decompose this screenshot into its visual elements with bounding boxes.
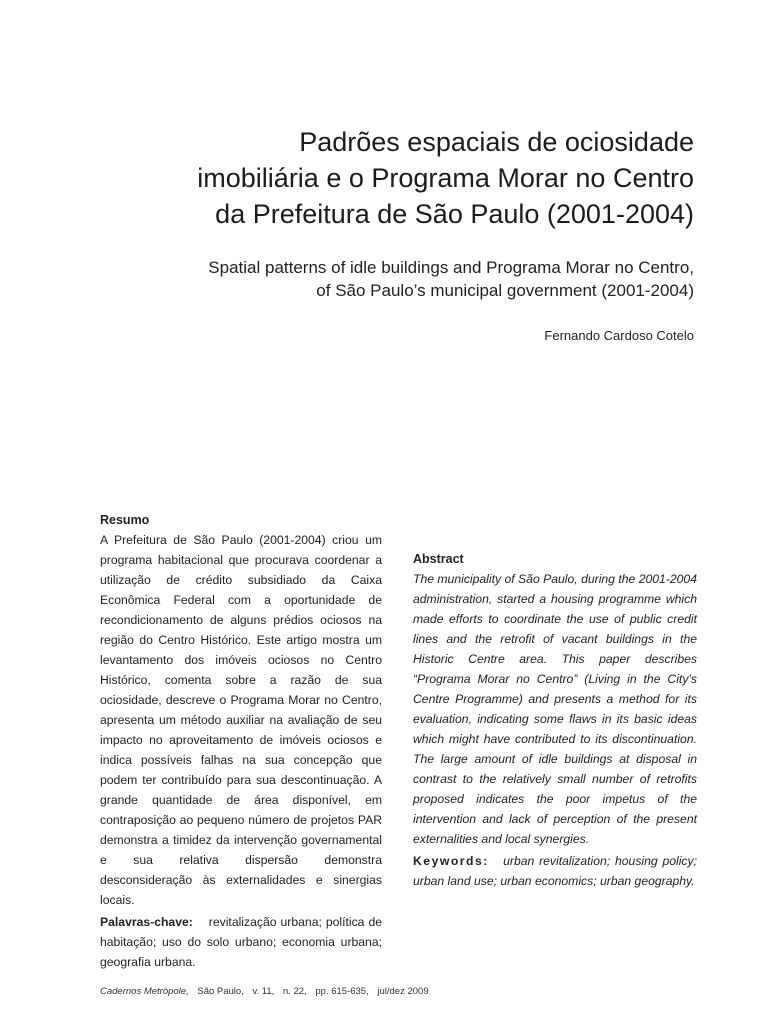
footer-city: São Paulo, (197, 986, 244, 997)
title-pt-line: da Prefeitura de São Paulo (2001-2004) (215, 199, 694, 229)
title-en-line: of São Paulo’s municipal government (2001-2004) (316, 281, 694, 300)
abstract-section (413, 549, 697, 891)
author-name: Fernando Cardoso Cotelo (544, 328, 694, 343)
resumo-body: A Prefeitura de São Paulo (2001-2004) criou um programa habitacional que procurava coordenar a utilização de crédito subsidiado da Caixa Econômica Federal com a oportunidade de recondicionamento de alguns prédios ociosos na região do Centro Histórico. Este artigo mostra um levantamento dos imóveis ociosos no Centro Histórico, comenta sobre a razão de sua ociosidade, descreve o Programa Morar no Centro, apresenta um método auxiliar na avaliação de seu impacto no aproveitamento de imóveis ociosos e indica possíveis falhas na sua concepção que podem ter contribuído para sua descontinuação. A grande quantidade de área disponível, em contraposição ao pequeno número de projetos PAR demonstra a timidez da intervenção governamental e sua relativa dispersão demonstra desconsideração às externalidades e sinergias locais. (100, 533, 382, 907)
title-portuguese (94, 124, 694, 232)
title-en-line: Spatial patterns of idle buildings and Programa Morar no Centro, (208, 258, 694, 277)
footer-journal: Cadernos Metrópole, (100, 986, 189, 997)
title-pt-line: Padrões espaciais de ociosidade (299, 127, 694, 157)
palavras-chave-colon: : (188, 915, 193, 929)
footer-pages: pp. 615-635, (315, 986, 369, 997)
footer-number: n. 22, (282, 986, 307, 997)
resumo-heading: Resumo (100, 513, 150, 527)
keywords-text: urban revitalization; housing policy; urban land use; urban economics; urban geography. (413, 854, 697, 888)
resumo-section (100, 510, 382, 972)
palavras-chave-label: Palavras-chave (100, 915, 189, 929)
keywords-label: Keywords: (413, 854, 489, 868)
keywords (413, 851, 697, 891)
footer-volume: v. 11, (252, 986, 275, 997)
footer-date: jul/dez 2009 (377, 986, 429, 997)
abstract-heading: Abstract (413, 552, 464, 566)
palavras-chave (100, 912, 382, 972)
palavras-chave-text: revitalização urbana; política de habitação; uso do solo urbano; economia urbana; geografia urbana. (100, 915, 383, 969)
page-footer (100, 986, 435, 997)
title-pt-line: imobiliária e o Programa Morar no Centro (197, 163, 694, 193)
abstract-body: The municipality of São Paulo, during the 2001-2004 administration, started a housing programme which made efforts to coordinate the use of public credit lines and the retrofit of vacant buildings in the Historic Centre area. This paper describes “Programa Morar no Centro” (Living in the City’s Centre Programme) and presents a method for its evaluation, indicating some flaws in its basic ideas which might have contributed to its discontinuation. The large amount of idle buildings at disposal in contrast to the relatively small number of retrofits proposed indicates the poor impetus of the intervention and lack of perception of the present externalities and local synergies. (413, 572, 697, 846)
title-english (94, 256, 694, 302)
